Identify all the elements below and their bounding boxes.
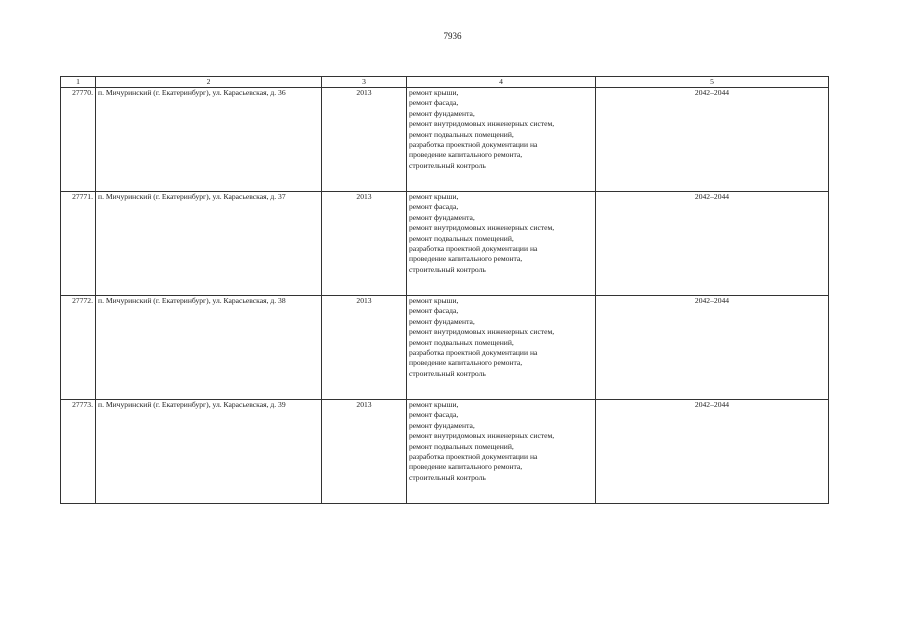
work-item: ремонт внутридомовых инженерных систем,: [409, 223, 555, 233]
work-item: проведение капитального ремонта,: [409, 462, 523, 472]
work-item: ремонт внутридомовых инженерных систем,: [409, 327, 555, 337]
row-period: 2042–2044: [596, 88, 829, 192]
page-number: 7936: [443, 31, 462, 41]
row-year: 2013: [322, 88, 407, 192]
work-item: ремонт крыши,: [409, 88, 459, 97]
row-works: [407, 400, 596, 504]
work-item: строительный контроль: [409, 160, 486, 170]
work-item: ремонт фундамента,: [409, 316, 475, 326]
work-item: строительный контроль: [409, 264, 486, 274]
work-item: ремонт подвальных помещений,: [409, 233, 514, 243]
row-year: 2013: [322, 296, 407, 400]
work-item: проведение капитального ремонта,: [409, 358, 523, 368]
table-row: [61, 296, 829, 400]
table-row: [61, 88, 829, 192]
work-item: разработка проектной документации на: [409, 244, 538, 254]
row-number: 27770.: [61, 88, 96, 192]
row-period: 2042–2044: [596, 192, 829, 296]
table-row: [61, 192, 829, 296]
work-item: строительный контроль: [409, 472, 486, 482]
work-item: ремонт внутридомовых инженерных систем,: [409, 431, 555, 441]
row-year: 2013: [322, 192, 407, 296]
work-item: ремонт подвальных помещений,: [409, 441, 514, 451]
work-item: ремонт внутридомовых инженерных систем,: [409, 119, 555, 129]
table-row: [61, 400, 829, 504]
row-address: п. Мичуринский (г. Екатеринбург), ул. Карасьевская, д. 37: [96, 192, 322, 296]
work-item: ремонт фасада,: [409, 306, 459, 316]
column-header-2: 2: [96, 77, 322, 88]
work-item: ремонт фасада,: [409, 98, 459, 108]
table-body: [61, 88, 829, 504]
header-row: [61, 77, 829, 88]
work-item: ремонт фундамента,: [409, 108, 475, 118]
row-period: 2042–2044: [596, 296, 829, 400]
row-number: 27771.: [61, 192, 96, 296]
work-item: ремонт подвальных помещений,: [409, 129, 514, 139]
work-item: разработка проектной документации на: [409, 140, 538, 150]
work-item: ремонт крыши,: [409, 192, 459, 201]
row-works: [407, 192, 596, 296]
work-item: проведение капитального ремонта,: [409, 150, 523, 160]
row-address: п. Мичуринский (г. Екатеринбург), ул. Карасьевская, д. 36: [96, 88, 322, 192]
work-item: строительный контроль: [409, 368, 486, 378]
row-number: 27773.: [61, 400, 96, 504]
row-works: [407, 88, 596, 192]
work-item: разработка проектной документации на: [409, 348, 538, 358]
work-item: ремонт крыши,: [409, 400, 459, 409]
work-item: ремонт фасада,: [409, 202, 459, 212]
row-works: [407, 296, 596, 400]
work-item: ремонт крыши,: [409, 296, 459, 305]
repair-schedule-table: [60, 76, 829, 504]
work-item: ремонт фундамента,: [409, 420, 475, 430]
work-item: проведение капитального ремонта,: [409, 254, 523, 264]
column-header-1: 1: [61, 77, 96, 88]
work-item: ремонт фасада,: [409, 410, 459, 420]
row-address: п. Мичуринский (г. Екатеринбург), ул. Карасьевская, д. 39: [96, 400, 322, 504]
column-header-5: 5: [596, 77, 829, 88]
column-header-3: 3: [322, 77, 407, 88]
column-header-4: 4: [407, 77, 596, 88]
row-year: 2013: [322, 400, 407, 504]
work-item: ремонт подвальных помещений,: [409, 337, 514, 347]
row-period: 2042–2044: [596, 400, 829, 504]
row-address: п. Мичуринский (г. Екатеринбург), ул. Карасьевская, д. 38: [96, 296, 322, 400]
work-item: ремонт фундамента,: [409, 212, 475, 222]
row-number: 27772.: [61, 296, 96, 400]
work-item: разработка проектной документации на: [409, 452, 538, 462]
table-header: [61, 77, 829, 88]
